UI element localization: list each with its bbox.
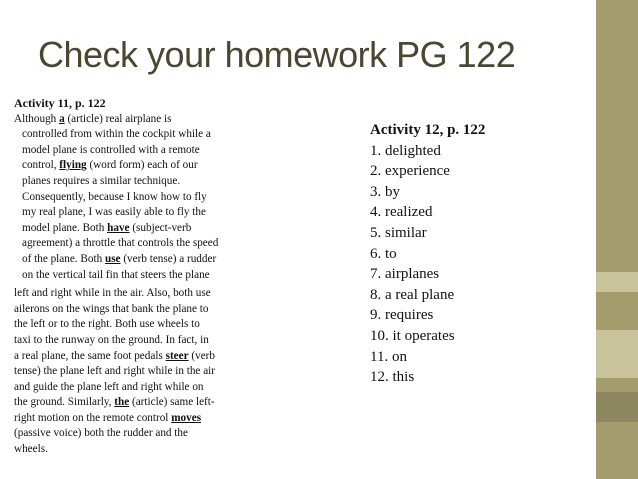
- activity-11-line: [14, 333, 276, 349]
- activity-11-line: [14, 364, 276, 380]
- line-text: taxi to the runway on the ground. In fact, in: [14, 333, 209, 346]
- line-text: (passive voice) both the rudder and the: [14, 427, 188, 440]
- sidebar-accent: [596, 330, 638, 378]
- activity-11-line: [14, 286, 276, 302]
- line-text: my real plane, I was easily able to fly the: [22, 206, 206, 219]
- line-text: ailerons on the wings that bank the plane to: [14, 302, 209, 315]
- activity-11-line: [14, 268, 276, 284]
- answer-item: 4. realized: [370, 204, 433, 221]
- answer-item: 2. experience: [370, 163, 450, 180]
- activity-11-line: [14, 174, 276, 190]
- line-text: Although: [14, 112, 60, 125]
- line-text: (article) real airplane is: [64, 112, 172, 125]
- line-text: planes requires a similar technique.: [22, 174, 181, 187]
- answer-item: 7. airplanes: [370, 266, 440, 283]
- line-text: (word form) each of our: [86, 159, 198, 172]
- activity-11-line: [14, 380, 276, 396]
- activity-11-line: [14, 112, 276, 128]
- line-text: right motion on the remote control: [14, 411, 172, 424]
- answer-item: 9. requires: [370, 307, 434, 324]
- line-text: a real plane, the same foot pedals: [14, 349, 166, 362]
- underlined-answer: flying: [59, 159, 87, 172]
- activity-11-line: [14, 426, 276, 442]
- line-text: control,: [22, 159, 60, 172]
- activity-11-section: [14, 96, 276, 458]
- activity-11-line: [14, 317, 276, 333]
- activity-11-line: [14, 302, 276, 318]
- answer-item: 5. similar: [370, 224, 427, 241]
- line-text: Consequently, because I know how to fly: [22, 190, 207, 203]
- activity-11-text: [14, 112, 276, 458]
- slide-title: Check your homework PG 122: [38, 34, 516, 75]
- underlined-answer: have: [107, 221, 130, 234]
- activity-11-line: [14, 190, 276, 206]
- activity-12-section: [370, 120, 485, 388]
- answer-item: 12. this: [370, 369, 415, 386]
- activity-12-answers: [370, 141, 485, 388]
- activity-11-line: [14, 442, 276, 458]
- activity-11-line: [14, 236, 276, 252]
- activity-12-heading: Activity 12, p. 122: [370, 122, 486, 138]
- activity-11-line: [14, 158, 276, 174]
- activity-11-line: [14, 252, 276, 268]
- underlined-answer: moves: [171, 411, 202, 424]
- line-text: and guide the plane left and right while on: [14, 380, 204, 393]
- activity-11-line: [14, 205, 276, 221]
- line-text: left and right while in the air. Also, both use: [14, 287, 211, 300]
- line-text: model plane. Both: [22, 221, 108, 234]
- activity-11-line: [14, 411, 276, 427]
- underlined-answer: steer: [165, 349, 189, 362]
- answer-item: 3. by: [370, 183, 400, 200]
- activity-11-line: [14, 127, 276, 143]
- line-text: the ground. Similarly,: [14, 396, 115, 409]
- line-text: model plane is controlled with a remote: [22, 143, 200, 156]
- sidebar-accent: [596, 392, 638, 422]
- sidebar-accent: [596, 272, 638, 292]
- activity-11-line: [14, 221, 276, 237]
- line-text: (verb tense) a rudder: [120, 252, 217, 265]
- answer-item: 1. delighted: [370, 142, 441, 159]
- line-text: (article) same left-: [129, 396, 215, 409]
- line-text: the left or to the right. Both use wheels to: [14, 318, 200, 331]
- line-text: agreement) a throttle that controls the speed: [22, 237, 219, 250]
- line-text: of the plane. Both: [22, 252, 105, 265]
- line-text: tense) the plane left and right while in the air: [14, 365, 215, 378]
- line-text: on the vertical tail fin that steers the plane: [22, 268, 210, 281]
- line-text: wheels.: [14, 443, 48, 456]
- underlined-answer: use: [104, 252, 121, 265]
- line-text: (verb: [188, 349, 215, 362]
- line-text: controlled from within the cockpit while a: [22, 128, 211, 141]
- answer-item: 10. it operates: [370, 327, 455, 344]
- activity-11-heading: Activity 11, p. 122: [14, 96, 106, 110]
- answer-item: 11. on: [370, 348, 407, 365]
- underlined-answer: a: [59, 112, 65, 125]
- line-text: (subject-verb: [129, 221, 192, 234]
- activity-11-line: [14, 143, 276, 159]
- answer-item: 8. a real plane: [370, 286, 455, 303]
- underlined-answer: the: [114, 396, 130, 409]
- answer-item: 6. to: [370, 245, 397, 262]
- activity-11-line: [14, 395, 276, 411]
- activity-11-line: [14, 349, 276, 365]
